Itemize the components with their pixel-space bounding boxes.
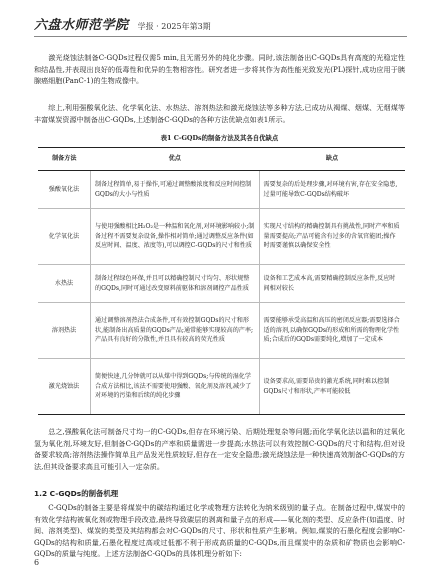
table-row [38,171,405,209]
disadvantage-cell: 需要能够承受高温和高压的密闭反应器;需要选择合适的溶剂,以确保GQDs的形成和所需的物理化学性质;合成后的GQDs需要纯化,增加了一定成本 [259,303,405,359]
header-divider [34,36,407,37]
disadvantage-cell: 设备要求高,需要昂贵的激光系统,同时难以控制GQDs尺寸和形状,产率可能较低 [259,359,405,415]
methods-table [38,147,405,415]
disadvantage-cell: 需要复杂的后处理步骤,对环境有害,存在安全隐患,过量可能导致C-GQDs结构破坏 [259,171,405,209]
method-cell: 激光烧蚀法 [38,359,91,415]
table-row [38,209,405,265]
advantage-cell: 简便快速,几分钟就可以从煤中得到GQDs;与传统的湿化学合成方法相比,该法不需要使用强酸、氧化剂及溶剂,减少了对环境的污染和后续的纯化步骤 [91,359,260,415]
table-row [38,359,405,415]
method-cell: 溶剂热法 [38,303,91,359]
section-heading: 1.2 C-GQDs的制备机理 [34,489,119,498]
paragraph-mechanism: C-GQDs的制备主要是将煤炭中的碳结构通过化学或物理方法转化为纳米级别的量子点。在制备过程中,煤炭中的有效化学结构被氧化剂或物理手段改造,最终导致碳层的剥离和量子点的形成——氧化剂的类型、反应条件(如温度、时间、溶剂类型)、煤炭的类型及其结构都会对C-GQDs的尺寸、形状和性质产生影响。例如,煤炭的石墨化程度会影响C-GQDs的结构和质量,石墨化程度过高或过低都不利于形成高质量的C-GQDs,而且煤炭中的杂质和矿物质也会影响C-GQDs的质量与纯度。上述方法制备C-GQDs的具体机理分析如下: [34,503,405,559]
advantage-cell: 与使用强酸相比H₂O₂是一种温和氧化剂,对环境影响较小;制备过程不需要复杂设备,操作相对简单;通过调整反应条件(如反应时间、温度、浓度等),可以调控C-GQDs的尺寸和性质 [91,209,260,265]
advantage-cell: 制备过程简单,易于操作,可通过调整酸浓度和反应时间控制GQDs的大小与性质 [91,171,260,209]
paragraph-conclusion: 总之,强酸氧化法可制备尺寸均一的C-GQDs,但存在环境污染、后期处理复杂等问题;而化学氧化法以温和的过氧化氢为氧化剂,环境友好,但制备C-GQDs的产率和质量需进一步提高;水热法可以有效控制C-GQDs的尺寸和结构,但对设备要求较高;溶剂热法操作简单且产品发光性质较好,但存在一定安全隐患;激光烧蚀法是一种快速高效制备C-GQDs的方法,但其设备要求高且可能引入一定杂质。 [34,427,405,471]
method-cell: 水热法 [38,265,91,303]
paragraph-summary: 综上,利用强酸氧化法、化学氧化法、水热法、溶剂热法和激光烧蚀法等多种方法,已成功从褐煤、烟煤、无烟煤等丰富煤炭资源中制备出C-GQDs,上述制备C-GQDs的各种方法优缺点如表1所示。 [34,103,405,124]
table-caption: 表1 C-GQDs的制备方法及其各自优缺点 [160,134,279,142]
header-disadvantages: 缺点 [259,148,405,171]
table-row [38,265,405,303]
disadvantage-cell: 实现尺寸结构的精确控制具有挑战性,同时产率和质量需要提高;产品可能含有过多的含氧官能团;操作时需要谨慎以确保安全性 [259,209,405,265]
table-header-row [38,148,405,171]
journal-header [34,14,407,36]
page-number: 6 [34,558,40,567]
advantage-cell: 制备过程绿色环保,并且可以精确控制尺寸均匀、形状规整的GQDs,同时可通过改变原料前驱体和溶剂调控产品性质 [91,265,260,303]
table-row [38,303,405,359]
journal-logo: 六盘水师范学院 [34,18,129,33]
paragraph-laser-ablation: 激光烧蚀法制备C-GQDs过程仅需5 min,且无需另外的纯化步骤。同时,该法制备出C-GQDs具有高度的光稳定性和结晶性,并表现出良好的低毒性和优异的生物相容性。研究者进一步将其作为高性能光致发光(PL)探针,成功应用于胰腺癌细胞(PanC-1)的生物成像中。 [34,53,405,86]
header-advantages: 优点 [91,148,260,171]
issue-info: 学报 · 2025年第3期 [137,22,211,31]
advantage-cell: 通过调整溶剂热法合成条件,可有效控制GQDs的尺寸和形状,能制备出高质量的GQDs产品;通常能够实现较高的产率;产品具有良好的分散性,并且具有较高的荧光性质 [91,303,260,359]
method-cell: 强酸氧化法 [38,171,91,209]
method-cell: 化学氧化法 [38,209,91,265]
header-method: 制备方法 [38,148,91,171]
disadvantage-cell: 设备和工艺成本高,需要精确控制反应条件,反应时间相对较长 [259,265,405,303]
